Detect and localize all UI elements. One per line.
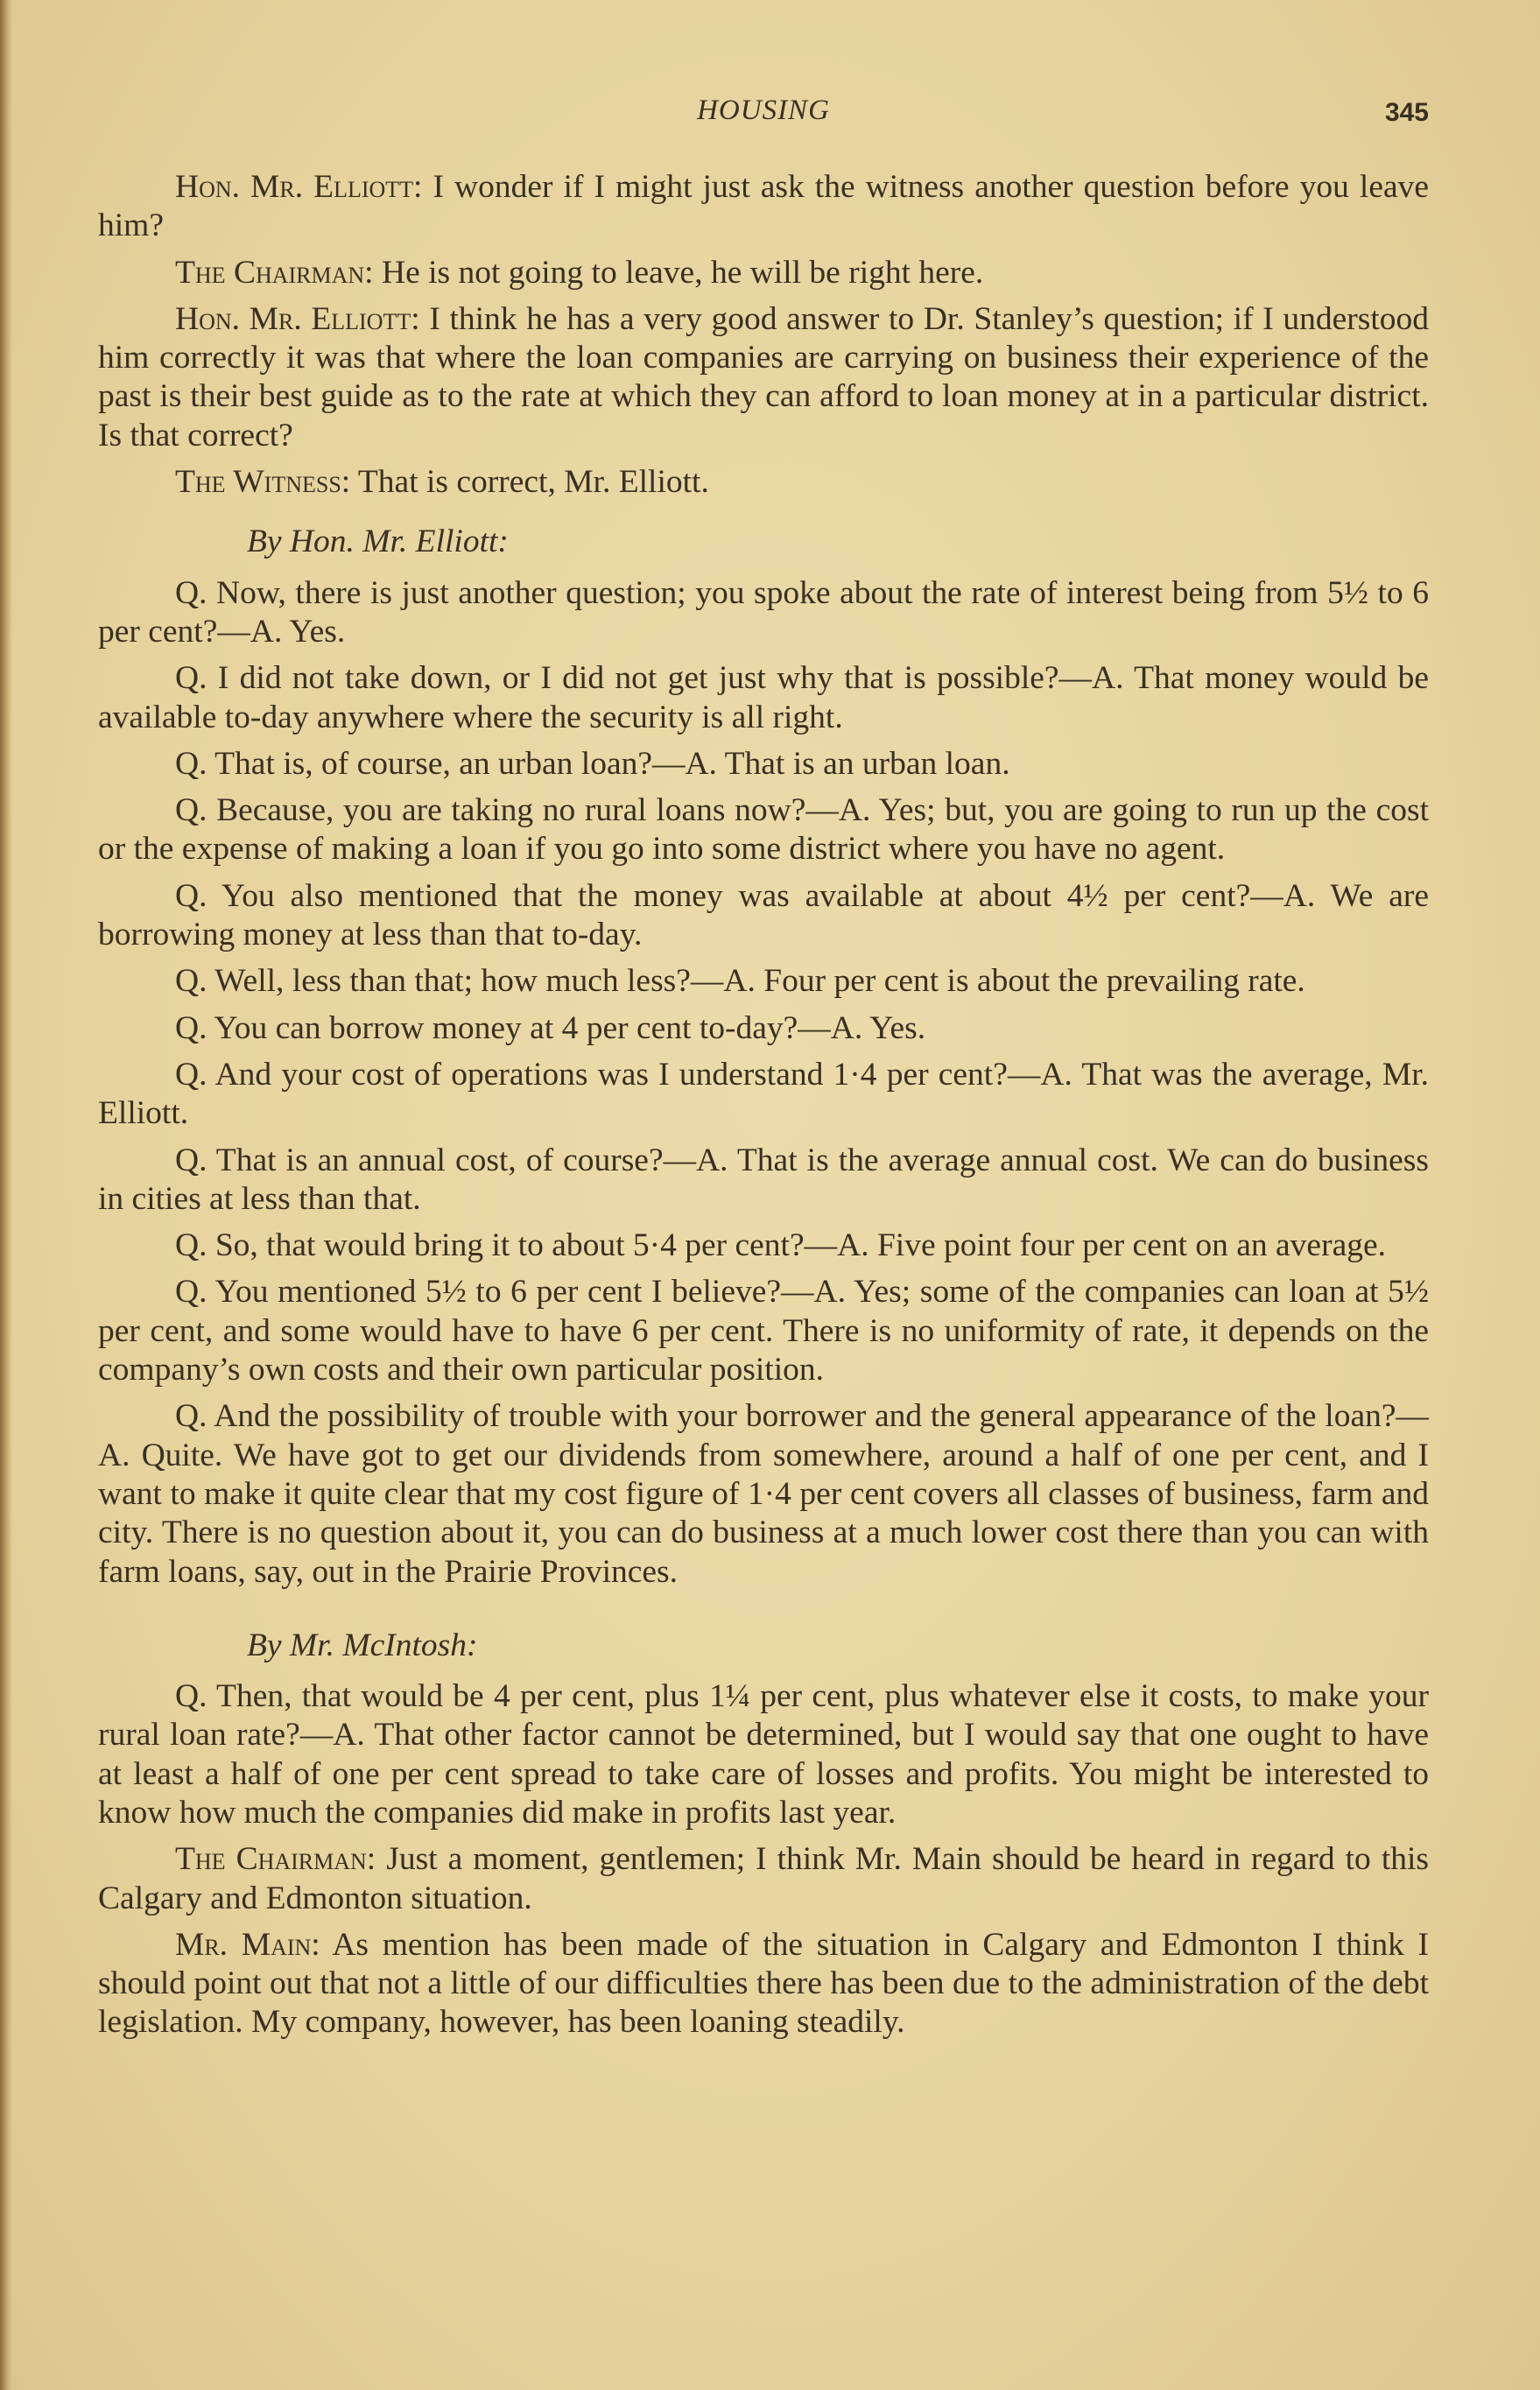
qa-paragraph: Q. That is an annual cost, of course?—A. That is the average annual cost. We can do business in cities at less than that.: [98, 1142, 1429, 1217]
paragraph-text: As mention has been made of the situation in Calgary and Edmonton I think I should point out that not a little of our difficulties there has been due to the administration of the debt legislation. My company, however, has been loaning steadily.: [98, 1926, 1429, 2041]
section-heading: By Hon. Mr. Elliott:: [247, 524, 509, 560]
qa-paragraph: Q. Because, you are taking no rural loans now?—A. Yes; but, you are going to run up the cost or the expense of making a loan if you go into some district where you have no agent.: [98, 792, 1429, 868]
paragraph: [98, 463, 1429, 502]
qa-paragraph: Q. You can borrow money at 4 per cent to-day?—A. Yes.: [175, 1009, 926, 1046]
qa-paragraph: Q. So, that would bring it to about 5·4 per cent?—A. Five point four per cent on an average.: [175, 1227, 1386, 1264]
page-body: [98, 168, 1429, 2050]
page-number: 345: [1384, 98, 1429, 127]
paragraph: [98, 254, 1429, 292]
speaker-name: The Chairman:: [175, 1841, 376, 1878]
speaker-name: Hon. Mr. Elliott:: [175, 169, 423, 205]
page-header: [98, 95, 1429, 138]
qa-paragraph: Q. And your cost of operations was I understand 1·4 per cent?—A. That was the average, Mr. Elliott.: [98, 1056, 1429, 1132]
speaker-name: The Chairman:: [175, 254, 374, 291]
qa-paragraph: Q. Now, there is just another question; you spoke about the rate of interest being from 5½ to 6 per cent?—A. Yes.: [98, 574, 1429, 650]
paragraph-text: That is correct, Mr. Elliott.: [350, 464, 709, 501]
paragraph: [98, 1926, 1429, 2042]
paragraph: [98, 1840, 1429, 1918]
section-heading: By Mr. McIntosh:: [247, 1627, 478, 1663]
speaker-name: The Witness:: [175, 464, 351, 501]
qa-paragraph: Q. That is, of course, an urban loan?—A. That is an urban loan.: [175, 745, 1010, 782]
qa-paragraph: Q. Then, that would be 4 per cent, plus 1¼ per cent, plus whatever else it costs, to make your rural loan rate?—A. That other factor cannot be determined, but I would say that one ought to have at least a half of one per cent spread to take care of losses and profits. You might be interested to know how much the companies did make in profits last year.: [98, 1678, 1429, 1831]
qa-paragraph: Q. Well, less than that; how much less?—A. Four per cent is about the prevailing rate.: [175, 963, 1305, 1000]
qa-paragraph: Q. I did not take down, or I did not get just why that is possible?—A. That money would be available to-day anywhere where the security is all right.: [98, 660, 1429, 735]
qa-paragraph: Q. You mentioned 5½ to 6 per cent I believe?—A. Yes; some of the companies can loan at 5½ per cent, and some would have to have 6 per cent. There is no uniformity of rate, it depends on the company’s own costs and their own particular position.: [98, 1274, 1429, 1388]
qa-paragraph: Q. And the possibility of trouble with your borrower and the general appearance of the loan?—A. Quite. We have got to get our dividends from somewhere, around a half of one per cent, and I want to make it quite clear that my cost figure of 1·4 per cent covers all classes of business, farm and city. There is no question about it, you can do business at a much lower cost there than you can with farm loans, say, out in the Prairie Provinces.: [98, 1398, 1429, 1590]
paragraph: [98, 300, 1429, 455]
paragraph-text: I wonder if I might just ask the witness another question before you leave him?: [98, 169, 1429, 244]
speaker-name: Hon. Mr. Elliott:: [175, 300, 420, 337]
speaker-name: Mr. Main:: [175, 1926, 320, 1963]
paragraph-text: He is not going to leave, he will be right here.: [373, 254, 984, 291]
paragraph-text: I think he has a very good answer to Dr. Stanley’s question; if I understood him correctly it was that where the loan companies are carrying on business their experience of the past is their best guide as to the rate at which they can afford to loan money at in a particular district. Is that correct?: [98, 300, 1429, 453]
running-head: HOUSING: [697, 95, 830, 126]
qa-paragraph: Q. You also mentioned that the money was available at about 4½ per cent?—A. We are borrowing money at less than that to-day.: [98, 877, 1429, 953]
page-binding-edge: [0, 0, 12, 2390]
paragraph: [98, 168, 1429, 246]
paragraph-text: Just a moment, gentlemen; I think Mr. Main should be heard in regard to this Calgary and Edmonton situation.: [98, 1841, 1429, 1916]
